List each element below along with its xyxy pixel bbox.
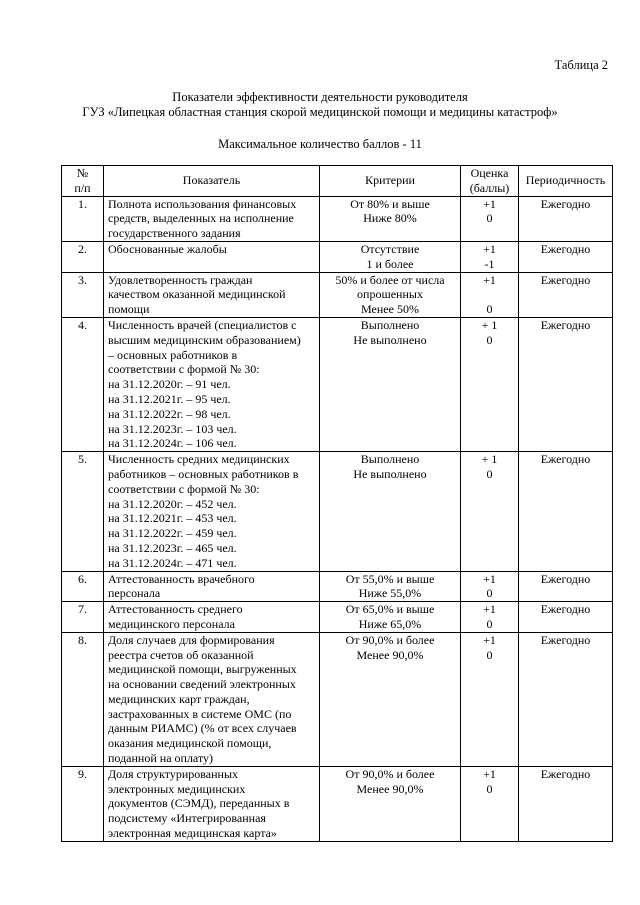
row-number: 9. [62,766,104,841]
indicator-line: средств, выделенных на исполнение [108,211,294,226]
criteria-line: От 90,0% и более [345,766,435,781]
indicator-line: на 31.12.2022г. – 98 чел. [108,406,231,421]
indicator-line: документов (СЭМД), переданных в [108,796,290,811]
indicator-line: Удовлетворенность граждан [108,272,253,287]
score-cell [461,632,519,766]
score-line: 0 [486,211,493,226]
score-line: 0 [486,781,493,796]
score-cell [461,602,519,633]
indicator-line: оказания медицинской помощи, [108,736,272,751]
table-row [62,272,613,317]
row-number: 7. [62,602,104,633]
indicator-line: данным РИАМС) (% от всех случаев [108,721,297,736]
criteria-line: От 55,0% и выше [345,571,435,586]
indicator-cell [104,602,320,633]
header-score [461,166,519,197]
indicator-line: высшим медицинским образованием) [108,332,301,347]
score-line: -1 [484,256,495,271]
indicator-line: на 31.12.2023г. – 465 чел. [108,540,237,555]
indicator-line: на 31.12.2022г. – 459 чел. [108,526,237,541]
score-spacer [464,287,515,302]
indicator-line: на 31.12.2023г. – 103 чел. [108,421,237,436]
score-cell [461,452,519,571]
indicator-line: реестра счетов об оказанной [108,647,254,662]
indicator-line: – основных работников в [108,347,238,362]
criteria-cell [320,632,461,766]
period-cell: Ежегодно [519,602,613,633]
indicator-line: Аттестованность среднего [108,602,243,617]
criteria-line: Менее 90,0% [356,781,424,796]
period-cell: Ежегодно [519,452,613,571]
indicator-line: качеством оказанной медицинской [108,287,286,302]
header-num [62,166,104,197]
indicator-line: персонала [108,586,161,601]
row-number: 4. [62,317,104,451]
row-number: 6. [62,571,104,602]
score-line: +1 [483,196,496,211]
criteria-line: 50% и более от числа [335,272,445,287]
indicator-line: помощи [108,302,150,317]
period-cell: Ежегодно [519,241,613,272]
indicator-line: Численность средних медицинских [108,452,290,467]
indicator-cell [104,317,320,451]
indicator-cell [104,571,320,602]
period-cell: Ежегодно [519,571,613,602]
indicator-cell [104,241,320,272]
indicator-line: соответствии с формой № 30: [108,362,260,377]
document-subtitle: ГУЗ «Липецкая областная станция скорой медицинской помощи и медицины катастроф» [82,105,558,119]
score-cell [461,766,519,841]
indicator-line: соответствии с формой № 30: [108,481,260,496]
table-row [62,571,613,602]
criteria-line: Выполнено [360,452,420,467]
criteria-cell [320,602,461,633]
score-line: 0 [486,332,493,347]
table-row [62,241,613,272]
indicator-line: на 31.12.2024г. – 471 чел. [108,555,237,570]
score-line: 0 [486,586,493,601]
indicator-cell [104,272,320,317]
criteria-cell [320,196,461,241]
period-cell: Ежегодно [519,317,613,451]
score-line: +1 [483,241,496,256]
table-row [62,632,613,766]
table-row [62,766,613,841]
indicator-line: медицинского персонала [108,616,235,631]
table-label: Таблица 2 [554,58,608,72]
header-num-line2: п/п [74,180,91,195]
indicator-line: Аттестованность врачебного [108,571,255,586]
indicator-line: работников – основных работников в [108,466,299,481]
indicator-line: медицинской помощи, выгруженных [108,662,297,677]
criteria-cell [320,766,461,841]
indicator-line: на основании сведений электронных [108,677,296,692]
score-line: + 1 [481,317,498,332]
criteria-line: Ниже 55,0% [358,586,422,601]
score-line: +1 [483,571,496,586]
indicator-line: Доля структурированных [108,766,239,781]
criteria-line: Менее 90,0% [356,647,424,662]
criteria-cell [320,571,461,602]
period-cell: Ежегодно [519,272,613,317]
score-cell [461,571,519,602]
criteria-line: 1 и более [366,256,414,271]
score-line: 0 [486,466,493,481]
indicators-table [61,165,613,842]
score-cell [461,196,519,241]
score-line: 0 [486,647,493,662]
score-cell [461,317,519,451]
indicator-line: медицинских карт граждан, [108,691,250,706]
header-score-line1: Оценка [470,166,509,180]
criteria-line: Отсутствие [360,241,420,256]
indicator-line: застрахованных в системе ОМС (по [108,706,292,721]
period-cell: Ежегодно [519,632,613,766]
row-number: 3. [62,272,104,317]
indicator-line: электронная медицинская карта» [108,826,277,841]
indicator-line: поданной на оплату) [108,751,214,766]
indicator-line: на 31.12.2021г. – 95 чел. [108,391,231,406]
score-line: +1 [483,632,496,647]
indicator-line: подсистему «Интегрированная [108,811,266,826]
score-line: 0 [486,302,493,317]
score-line: 0 [486,616,493,631]
indicator-line: на 31.12.2020г. – 452 чел. [108,496,237,511]
header-score-line2: (баллы) [469,180,510,195]
indicator-line: на 31.12.2020г. – 91 чел. [108,377,231,392]
score-line: +1 [483,766,496,781]
criteria-line: Ниже 65,0% [358,616,422,631]
indicator-line: на 31.12.2021г. – 453 чел. [108,511,237,526]
table-body [62,196,613,841]
criteria-cell [320,272,461,317]
score-line: + 1 [481,452,498,467]
header-indicator: Показатель [104,166,320,197]
header-criteria: Критерии [320,166,461,197]
criteria-line: От 80% и выше [350,196,430,211]
table-row [62,196,613,241]
period-cell: Ежегодно [519,196,613,241]
document-title: Показатели эффективности деятельности руководителя [172,90,468,104]
criteria-line: Выполнено [360,317,420,332]
score-line: +1 [483,602,496,617]
row-number: 5. [62,452,104,571]
max-points: Максимальное количество баллов - 11 [218,137,422,151]
criteria-cell [320,317,461,451]
indicator-cell [104,452,320,571]
criteria-cell [320,241,461,272]
criteria-line: От 65,0% и выше [345,602,435,617]
criteria-line: От 90,0% и более [345,632,435,647]
header-num-line1: № [76,166,89,180]
header-period: Периодичность [519,166,613,197]
criteria-line: опрошенных [357,287,423,302]
indicator-line: Доля случаев для формирования [108,632,275,647]
criteria-line: Ниже 80% [363,211,417,226]
criteria-line: Менее 50% [361,302,419,317]
row-number: 2. [62,241,104,272]
indicator-line: Полнота использования финансовых [108,196,297,211]
indicator-line: Обоснованные жалобы [108,241,227,256]
indicator-line: Численность врачей (специалистов с [108,317,297,332]
indicator-cell [104,632,320,766]
indicator-line: на 31.12.2024г. – 106 чел. [108,436,237,451]
criteria-cell [320,452,461,571]
score-cell [461,272,519,317]
row-number: 8. [62,632,104,766]
indicator-line: государственного задания [108,226,241,241]
criteria-line: Не выполнено [353,466,427,481]
score-line: +1 [483,272,496,287]
row-number: 1. [62,196,104,241]
header-row [62,166,613,197]
indicator-cell [104,766,320,841]
period-cell: Ежегодно [519,766,613,841]
indicator-line: электронных медицинских [108,781,246,796]
table-row [62,602,613,633]
score-cell [461,241,519,272]
criteria-line: Не выполнено [353,332,427,347]
table-row [62,452,613,571]
indicator-cell [104,196,320,241]
table-row [62,317,613,451]
